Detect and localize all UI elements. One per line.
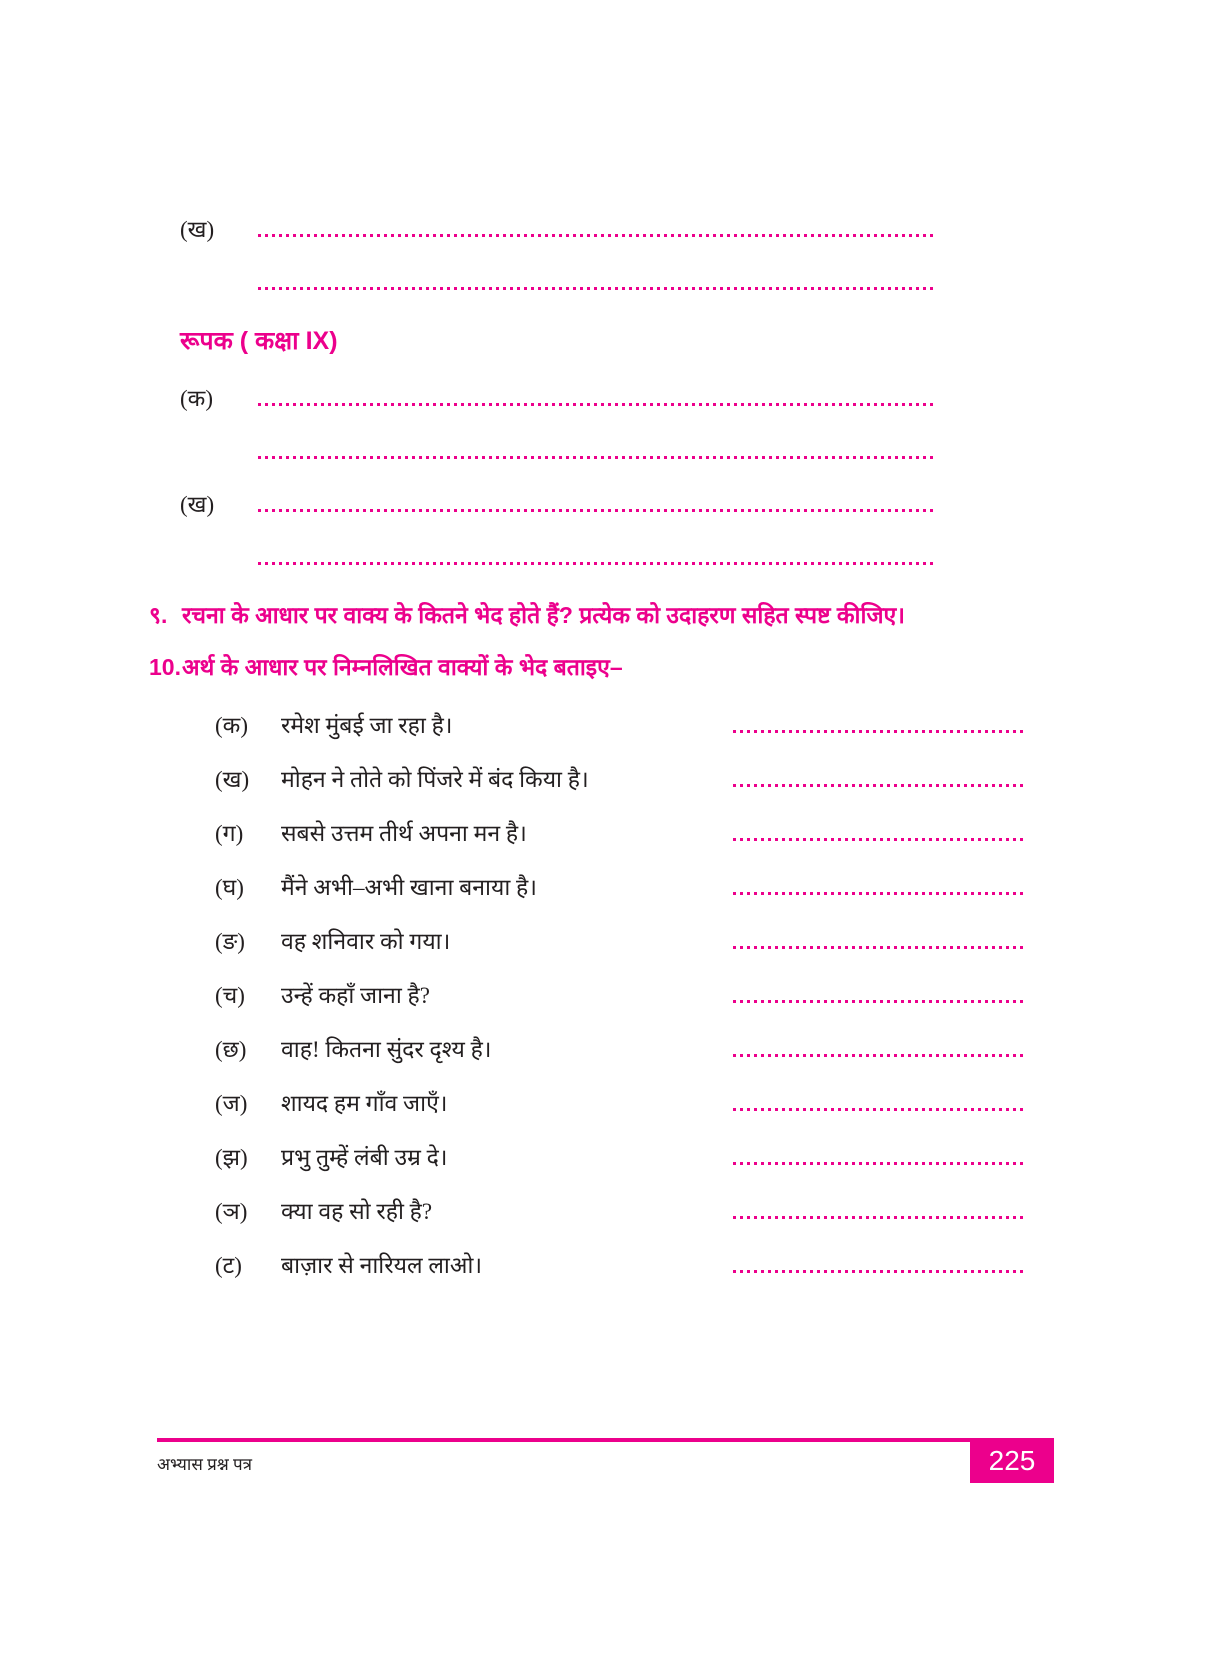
footer-rule (157, 1438, 970, 1442)
item-answer-line (733, 784, 1023, 787)
item-answer-line (733, 1216, 1023, 1219)
item-sentence: बाज़ार से नारियल लाओ। (281, 1253, 483, 1279)
item-label: (ञ) (215, 1199, 248, 1225)
list-item (215, 927, 1023, 954)
answer-row (180, 491, 1224, 517)
item-answer-line (733, 1162, 1023, 1165)
sentence-list (0, 711, 1224, 1278)
item-answer-line (733, 1054, 1023, 1057)
item-sentence: वाह! कितना सुंदर दृश्य है। (281, 1037, 492, 1063)
item-label: (ग) (215, 821, 244, 847)
item-sentence: उन्हें कहाँ जाना है? (281, 983, 430, 1009)
list-item (215, 1197, 1023, 1224)
answer-label: (ख) (180, 217, 215, 242)
item-answer-line (733, 1000, 1023, 1003)
item-answer-line (733, 1108, 1023, 1111)
list-item (215, 711, 1023, 738)
item-label: (ट) (215, 1253, 242, 1279)
answer-row (180, 385, 1224, 411)
item-label: (ख) (215, 767, 250, 793)
answer-row-continuation (258, 269, 1224, 295)
item-label: (ज) (215, 1091, 248, 1117)
question-9 (149, 602, 1224, 628)
item-label: (च) (215, 983, 245, 1009)
footer-section-label: अभ्यास प्रश्न पत्र (157, 1455, 253, 1474)
item-label: (क) (215, 713, 248, 739)
answer-dotted-line (258, 509, 935, 512)
list-item (215, 1035, 1023, 1062)
question-number: 10. (149, 654, 181, 681)
item-answer-line (733, 1270, 1023, 1273)
answer-dotted-line (258, 234, 935, 237)
item-sentence: रमेश मुंबई जा रहा है। (281, 713, 453, 739)
item-sentence: प्रभु तुम्हें लंबी उम्र दे। (281, 1145, 448, 1171)
item-sentence: क्या वह सो रही है? (281, 1199, 433, 1225)
question-number: ९. (149, 602, 168, 628)
list-item (215, 1089, 1023, 1116)
item-sentence: मैंने अभी–अभी खाना बनाया है। (281, 875, 537, 901)
answer-label: (ख) (180, 492, 215, 517)
list-item (215, 1143, 1023, 1170)
item-answer-line (733, 946, 1023, 949)
answer-row (180, 216, 1224, 242)
page-footer (157, 1438, 1053, 1475)
item-label: (छ) (215, 1037, 247, 1063)
item-answer-line (733, 892, 1023, 895)
item-label: (ङ) (215, 929, 245, 955)
item-sentence: मोहन ने तोते को पिंजरे में बंद किया है। (281, 767, 589, 793)
page-number-badge: 225 (970, 1438, 1054, 1483)
section-heading: रूपक ( कक्षा IX) (180, 327, 338, 355)
list-item (215, 819, 1023, 846)
answer-dotted-line (258, 403, 935, 406)
item-sentence: शायद हम गाँव जाएँ। (281, 1091, 448, 1117)
answer-dotted-line (258, 562, 935, 565)
item-sentence: सबसे उत्तम तीर्थ अपना मन है। (281, 821, 527, 847)
question-text: अर्थ के आधार पर निम्नलिखित वाक्यों के भेद बताइए– (182, 654, 623, 681)
item-answer-line (733, 730, 1023, 733)
list-item (215, 1251, 1023, 1278)
answer-row-continuation (258, 544, 1224, 570)
answer-dotted-line (258, 456, 935, 459)
question-text: रचना के आधार पर वाक्य के कितने भेद होते हैं? प्रत्येक को उदाहरण सहित स्पष्ट कीजिए। (182, 602, 905, 628)
list-item (215, 981, 1023, 1008)
item-label: (झ) (215, 1145, 248, 1171)
answer-label: (क) (180, 386, 213, 411)
answer-row-continuation (258, 438, 1224, 464)
item-answer-line (733, 838, 1023, 841)
item-sentence: वह शनिवार को गया। (281, 929, 451, 955)
question-10 (149, 654, 1224, 680)
list-item (215, 873, 1023, 900)
item-label: (घ) (215, 875, 244, 901)
list-item (215, 765, 1023, 792)
answer-dotted-line (258, 287, 935, 290)
